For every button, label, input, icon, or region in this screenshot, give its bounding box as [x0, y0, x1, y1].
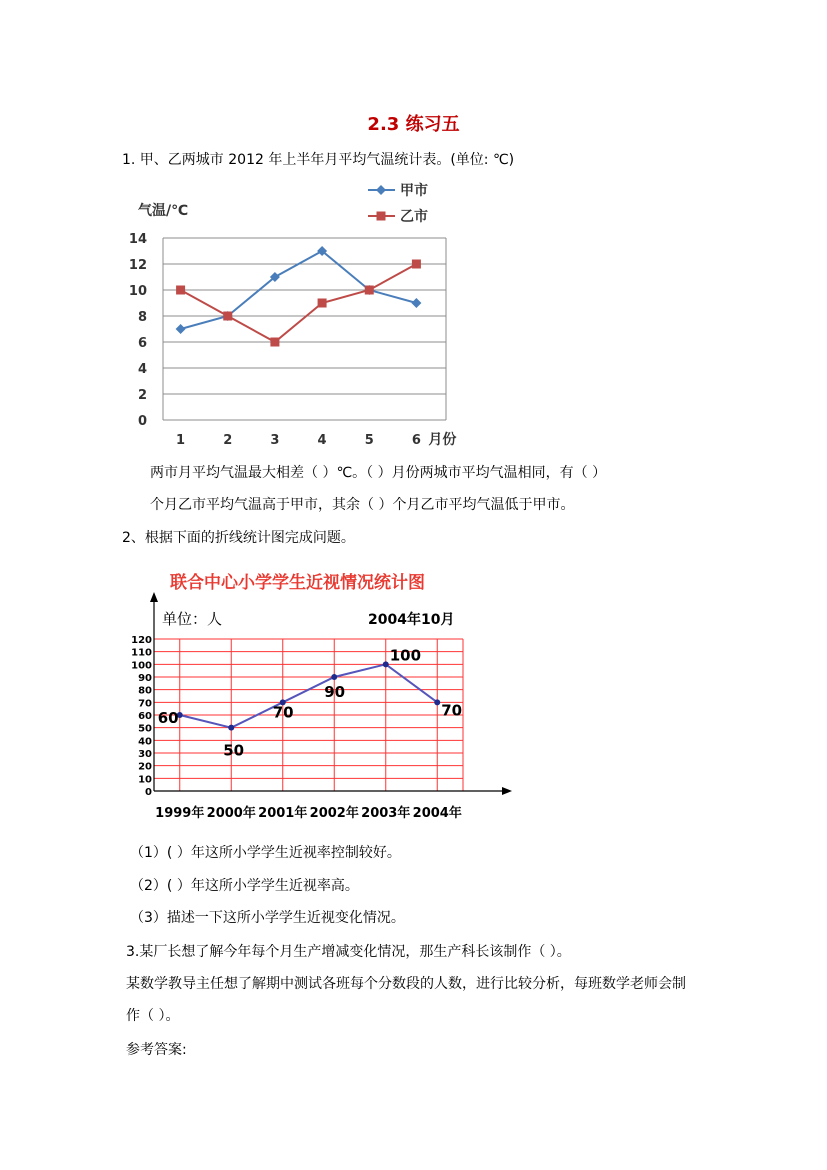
- chart2-y-tick-label: 30: [138, 749, 152, 760]
- chart2-point: [383, 661, 389, 667]
- chart1-x-tick-label: 6: [411, 433, 421, 448]
- chart2-data-label: 100: [389, 646, 422, 665]
- chart1-y-axis-label: 气温/℃: [138, 203, 189, 219]
- chart2-y-tick-label: 100: [131, 660, 152, 672]
- chart1-y-tick-label: 2: [137, 388, 147, 403]
- chart2-y-tick-label: 70: [138, 698, 152, 710]
- chart2-x-tick-label: 2002年: [309, 806, 359, 821]
- chart1-y-tick-label: 10: [128, 284, 147, 299]
- chart1-point: [412, 260, 421, 269]
- chart2-y-tick-label: 90: [138, 673, 152, 684]
- chart2-x-tick-label: 1999年: [155, 806, 205, 821]
- chart1-legend-label: 甲市: [400, 183, 428, 199]
- answers-heading: 参考答案:: [126, 1042, 187, 1058]
- temperature-line-chart: [110, 175, 490, 455]
- chart2-y-tick-label: 80: [138, 685, 152, 697]
- chart2-x-tick-label: 2000年: [206, 806, 256, 821]
- chart2-series: [158, 646, 462, 759]
- chart1-y-tick-label: 0: [137, 414, 147, 429]
- q2-sub-1: （1）( ）年这所小学学生近视率控制较好。: [130, 845, 401, 861]
- chart2-x-axis-arrow: [502, 787, 512, 795]
- chart2-data-label: 70: [441, 701, 463, 720]
- chart2-y-tick-label: 50: [138, 723, 152, 735]
- chart1-x-axis-label: 月份: [428, 432, 457, 448]
- chart2-y-tick-label: 20: [138, 761, 152, 773]
- chart2-y-tick-label: 0: [145, 787, 152, 798]
- myopia-line-chart: [118, 560, 528, 830]
- chart1-point: [318, 299, 327, 308]
- page-title: 2.3 练习五: [367, 114, 460, 135]
- q2-prompt: 2、根据下面的折线统计图完成问题。: [122, 530, 355, 546]
- chart1-point: [176, 324, 186, 334]
- chart2-point: [228, 725, 234, 731]
- q1-fill-line-2: 个月乙市平均气温高于甲市，其余（ ）个月乙市平均气温低于甲市。: [150, 497, 575, 513]
- chart1-point: [365, 286, 374, 295]
- chart2-date-label: 2004年10月: [368, 612, 455, 628]
- chart2-data-label: 70: [272, 703, 294, 722]
- chart1-grid: [163, 238, 446, 420]
- chart1-point: [411, 298, 421, 308]
- chart2-title: 联合中心小学学生近视情况统计图: [170, 573, 425, 593]
- chart1-y-tick-label: 14: [128, 232, 147, 247]
- chart1-x-tick-label: 5: [364, 433, 374, 448]
- chart1-series: [176, 246, 422, 347]
- chart2-series-line: [180, 664, 438, 727]
- chart1-legend-marker: [377, 212, 386, 221]
- chart1-x-tick-label: 4: [317, 433, 327, 448]
- chart2-unit-label: 单位：人: [162, 610, 223, 628]
- chart2-y-tick-label: 60: [138, 711, 152, 722]
- chart1-y-tick-label: 12: [128, 258, 147, 273]
- q3-line-3: 作（ ）。: [126, 1008, 180, 1024]
- chart1-legend-marker: [376, 185, 386, 195]
- chart2-data-label: 90: [324, 683, 346, 701]
- chart1-series-line: [181, 264, 417, 342]
- chart2-y-tick-label: 40: [138, 736, 152, 748]
- chart2-y-tick-label: 10: [138, 774, 152, 786]
- chart1-legend-label: 乙市: [400, 209, 428, 225]
- q2-sub-3: （3）描述一下这所小学学生近视变化情况。: [130, 910, 405, 926]
- chart1-y-tick-label: 8: [137, 310, 147, 325]
- chart1-point: [176, 286, 185, 295]
- chart2-x-tick-label: 2004年: [412, 806, 462, 821]
- q3-line-1: 3.某厂长想了解今年每个月生产增减变化情况，那生产科长该制作（ ）。: [126, 944, 571, 960]
- chart2-x-tick-label: 2003年: [361, 806, 411, 821]
- chart2-data-label: 60: [157, 709, 179, 727]
- chart1-legend: [368, 182, 428, 225]
- chart1-y-tick-label: 6: [137, 336, 147, 351]
- chart2-point: [331, 674, 337, 680]
- chart1-y-tick-label: 4: [137, 362, 147, 377]
- chart1-x-tick-label: 1: [176, 433, 186, 448]
- chart2-y-tick-label: 110: [131, 647, 152, 659]
- chart2-y-tick-label: 120: [131, 635, 152, 646]
- chart2-y-axis-arrow: [150, 592, 158, 602]
- chart1-x-tick-label: 2: [223, 433, 233, 448]
- chart2-x-tick-label: 2001年: [258, 806, 308, 821]
- chart1-point: [223, 312, 232, 321]
- q1-fill-line-1: 两市月平均气温最大相差（ ）℃。（ ）月份两城市平均气温相同，有（ ）: [150, 465, 607, 481]
- q3-line-2: 某数学教导主任想了解期中测试各班每个分数段的人数，进行比较分析，每班数学老师会制: [126, 976, 686, 992]
- chart2-point: [434, 699, 440, 705]
- chart1-x-tick-label: 3: [270, 433, 280, 448]
- chart2-data-label: 50: [223, 741, 245, 760]
- chart1-point: [270, 338, 279, 347]
- q1-prompt: 1. 甲、乙两城市 2012 年上半年月平均气温统计表。(单位: ℃): [122, 152, 515, 168]
- q2-sub-2: （2）( ）年这所小学学生近视率高。: [130, 878, 359, 894]
